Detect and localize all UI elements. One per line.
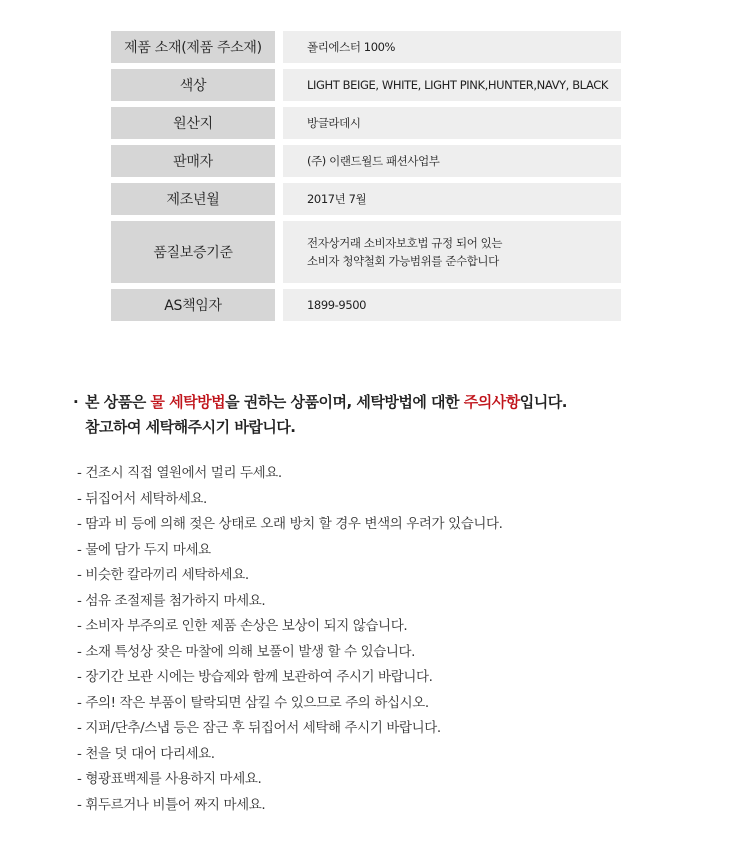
care-instruction-item: - 물에 담가 두지 마세요	[77, 541, 211, 558]
care-instruction-item: - 휘두르거나 비틀어 짜지 마세요.	[77, 796, 266, 813]
spec-value-line: 전자상거래 소비자보호법 규정 되어 있는	[307, 236, 503, 250]
spec-value	[283, 31, 621, 63]
spec-row-material	[111, 31, 621, 63]
product-spec-table	[111, 31, 621, 327]
care-instruction-item: - 지퍼/단추/스냅 등은 잠근 후 뒤집어서 세탁해 주시기 바랍니다.	[77, 720, 441, 736]
notice-highlight-wash-method: 물 세탁방법	[150, 393, 226, 411]
spec-row-manufacture-date	[111, 183, 621, 215]
notice-line-1	[73, 390, 693, 415]
spec-row-quality-warranty	[111, 221, 621, 283]
spec-label: 제조년월	[111, 183, 275, 215]
spec-value	[283, 221, 621, 283]
spec-value	[283, 145, 621, 177]
care-instruction-item: - 건조시 직접 열원에서 멀리 두세요.	[77, 465, 282, 481]
care-instruction-item: - 뒤집어서 세탁하세요.	[77, 490, 207, 507]
care-instruction-item: - 주의! 작은 부품이 탈락되면 삼킬 수 있으므로 주의 하십시오.	[77, 694, 429, 711]
spec-value-line: (주) 이랜드월드 패션사업부	[307, 154, 440, 168]
care-instruction-item: - 형광표백제를 사용하지 마세요.	[77, 771, 262, 787]
spec-label: AS책임자	[111, 289, 275, 321]
care-instruction-item: - 소재 특성상 잦은 마찰에 의해 보풀이 발생 할 수 있습니다.	[77, 643, 416, 660]
spec-value-line: 1899-9500	[307, 298, 367, 312]
notice-text: 을 권하는 상품이며, 세탁방법에 대한	[225, 393, 464, 411]
care-instruction-item: - 땀과 비 등에 의해 젖은 상태로 오래 방치 할 경우 변색의 우려가 있습니다.	[77, 516, 503, 532]
notice-text: 입니다.	[519, 393, 567, 411]
care-instruction-item: - 비슷한 칼라끼리 세탁하세요.	[77, 567, 249, 583]
spec-value	[283, 107, 621, 139]
spec-label: 품질보증기준	[111, 221, 275, 283]
notice-highlight-caution: 주의사항	[463, 393, 520, 411]
care-instruction-item: - 장기간 보관 시에는 방습제와 함께 보관하여 주시기 바랍니다.	[77, 669, 433, 685]
spec-value-line: 폴리에스터 100%	[307, 40, 396, 54]
spec-value	[283, 183, 621, 215]
spec-value	[283, 69, 621, 101]
notice-text: 본 상품은	[85, 393, 151, 411]
spec-value	[283, 289, 621, 321]
care-instruction-item: - 소비자 부주의로 인한 제품 손상은 보상이 되지 않습니다.	[77, 618, 408, 634]
spec-label: 색상	[111, 69, 275, 101]
bullet: ·	[73, 393, 79, 411]
spec-label: 제품 소재(제품 주소재)	[111, 31, 275, 63]
notice-line-2: 참고하여 세탁해주시기 바랍니다.	[85, 418, 296, 436]
spec-label: 원산지	[111, 107, 275, 139]
spec-row-color	[111, 69, 621, 101]
care-instruction-item: - 섬유 조절제를 첨가하지 마세요.	[77, 592, 266, 609]
spec-row-origin	[111, 107, 621, 139]
spec-value-line: LIGHT BEIGE, WHITE, LIGHT PINK,HUNTER,NAVY, BLACK	[307, 78, 608, 92]
spec-row-seller	[111, 145, 621, 177]
care-instruction-item: - 천을 덧 대어 다리세요.	[77, 745, 215, 762]
care-instructions-list	[77, 461, 503, 818]
spec-value-line: 2017년 7월	[307, 192, 367, 206]
spec-value-line: 소비자 청약철회 가능범위를 준수합니다	[307, 254, 499, 268]
washing-notice	[73, 390, 693, 440]
spec-row-as-contact	[111, 289, 621, 321]
spec-label: 판매자	[111, 145, 275, 177]
spec-value-line: 방글라데시	[307, 116, 361, 130]
